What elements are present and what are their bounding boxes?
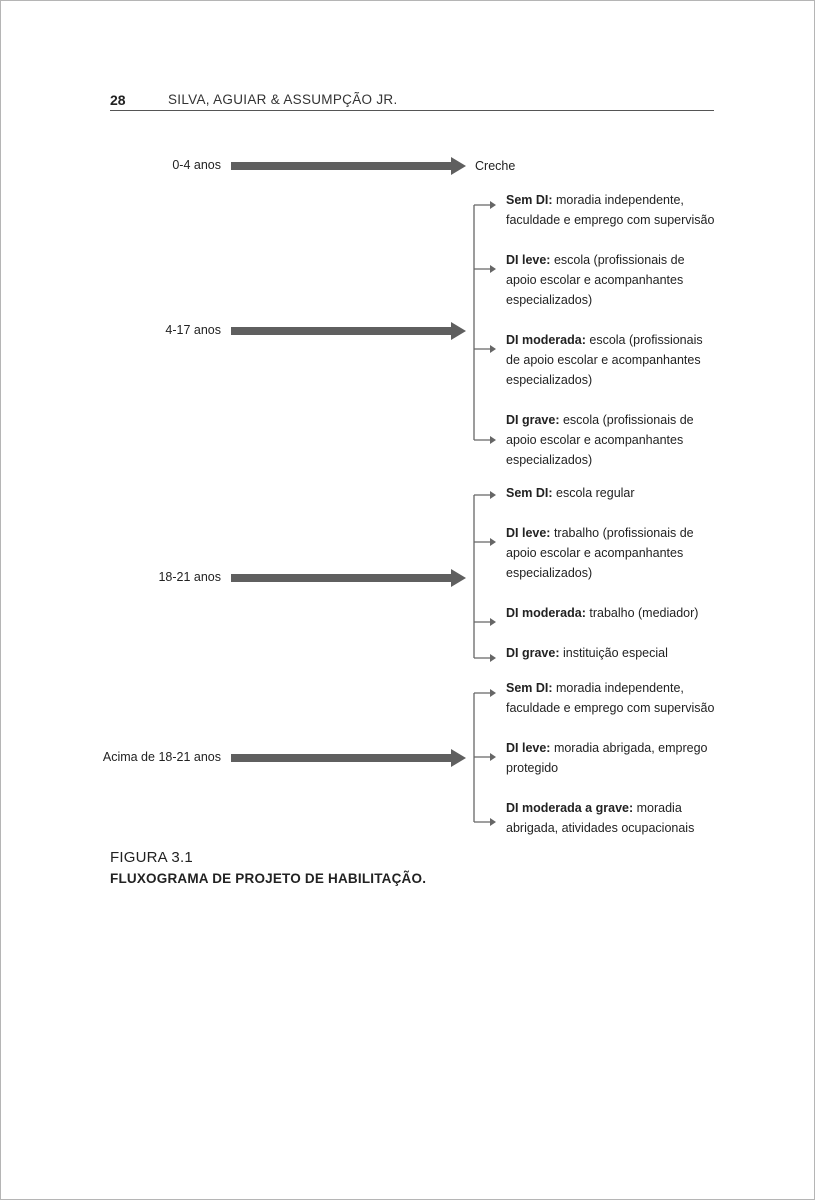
destination-text: especializados) <box>506 373 593 387</box>
destination-text: apoio escolar e acompanhantes <box>506 546 684 560</box>
destination-category: DI moderada a grave: <box>506 801 634 815</box>
page-number: 28 <box>110 92 126 108</box>
destination-line <box>506 678 714 698</box>
destination-line <box>475 156 515 176</box>
branch-arrow-head <box>490 753 496 761</box>
destination-category: Sem DI: <box>506 681 553 695</box>
main-arrow-head <box>451 749 466 767</box>
destination-text: especializados) <box>506 293 593 307</box>
destination-text: especializados) <box>506 566 593 580</box>
destination-text: Creche <box>475 159 516 173</box>
destination-item <box>506 330 703 390</box>
destination-category: DI leve: <box>506 526 551 540</box>
destination-category: Sem DI: <box>506 486 553 500</box>
destination-text: moradia independente, <box>552 193 684 207</box>
destination-item <box>506 738 708 778</box>
destination-category: DI grave: <box>506 413 560 427</box>
figure-title: FLUXOGRAMA DE PROJETO DE HABILITAÇÃO. <box>110 871 427 886</box>
destination-text: apoio escolar e acompanhantes <box>506 433 684 447</box>
branch-arrow-head <box>490 201 496 209</box>
destination-line <box>506 483 635 503</box>
destination-category: DI moderada: <box>506 606 586 620</box>
age-label: 18-21 anos <box>158 570 221 584</box>
age-label: 0-4 anos <box>172 158 221 172</box>
destination-item <box>506 798 694 838</box>
destination-item <box>475 156 515 176</box>
destination-text: faculdade e emprego com supervisão <box>506 701 715 715</box>
destination-item <box>506 603 698 623</box>
branch-arrow-head <box>490 436 496 444</box>
destination-line <box>506 523 694 543</box>
destination-text: escola regular <box>552 486 635 500</box>
destination-text: moradia abrigada, emprego <box>550 741 708 755</box>
branch-arrow-head <box>490 491 496 499</box>
destination-item <box>506 190 714 230</box>
branch-arrow-head <box>490 689 496 697</box>
destination-text: faculdade e emprego com supervisão <box>506 213 715 227</box>
destination-category: DI grave: <box>506 646 560 660</box>
destination-line <box>506 410 694 430</box>
destination-item <box>506 250 685 310</box>
destination-text: apoio escolar e acompanhantes <box>506 273 684 287</box>
age-label: 4-17 anos <box>165 323 221 337</box>
branch-arrow-head <box>490 265 496 273</box>
destination-text: escola (profissionais de <box>559 413 694 427</box>
destination-text: de apoio escolar e acompanhantes <box>506 353 701 367</box>
branch-arrow-head <box>490 818 496 826</box>
main-arrow-head <box>451 569 466 587</box>
destination-item <box>506 643 668 663</box>
destination-line <box>506 738 708 758</box>
age-label: Acima de 18-21 anos <box>102 750 221 764</box>
destination-item <box>506 678 714 718</box>
destination-text: moradia independente, <box>552 681 684 695</box>
running-head: SILVA, AGUIAR & ASSUMPÇÃO JR. <box>168 92 398 107</box>
destination-item <box>506 483 635 503</box>
destination-text: escola (profissionais de <box>550 253 685 267</box>
destination-category: DI leve: <box>506 741 551 755</box>
destination-text: especializados) <box>506 453 593 467</box>
branch-arrow-head <box>490 618 496 626</box>
destination-category: DI leve: <box>506 253 551 267</box>
destination-text: trabalho (mediador) <box>585 606 699 620</box>
destination-line <box>506 603 698 623</box>
destination-text: escola (profissionais <box>585 333 703 347</box>
destination-text: moradia <box>633 801 682 815</box>
branch-arrow-head <box>490 654 496 662</box>
destination-category: Sem DI: <box>506 193 553 207</box>
main-arrow-head <box>451 157 466 175</box>
branch-arrow-head <box>490 538 496 546</box>
destination-line <box>506 330 703 350</box>
destination-line <box>506 643 668 663</box>
branch-arrow-head <box>490 345 496 353</box>
destination-text: protegido <box>506 761 559 775</box>
destination-item <box>506 523 694 583</box>
destination-item <box>506 410 694 470</box>
destination-line <box>506 190 714 210</box>
destination-line <box>506 798 694 818</box>
destination-text: abrigada, atividades ocupacionais <box>506 821 695 835</box>
destination-line <box>506 250 685 270</box>
destination-text: instituição especial <box>559 646 668 660</box>
main-arrow-head <box>451 322 466 340</box>
figure-label: FIGURA 3.1 <box>110 849 193 866</box>
destination-text: trabalho (profissionais de <box>550 526 694 540</box>
destination-category: DI moderada: <box>506 333 586 347</box>
